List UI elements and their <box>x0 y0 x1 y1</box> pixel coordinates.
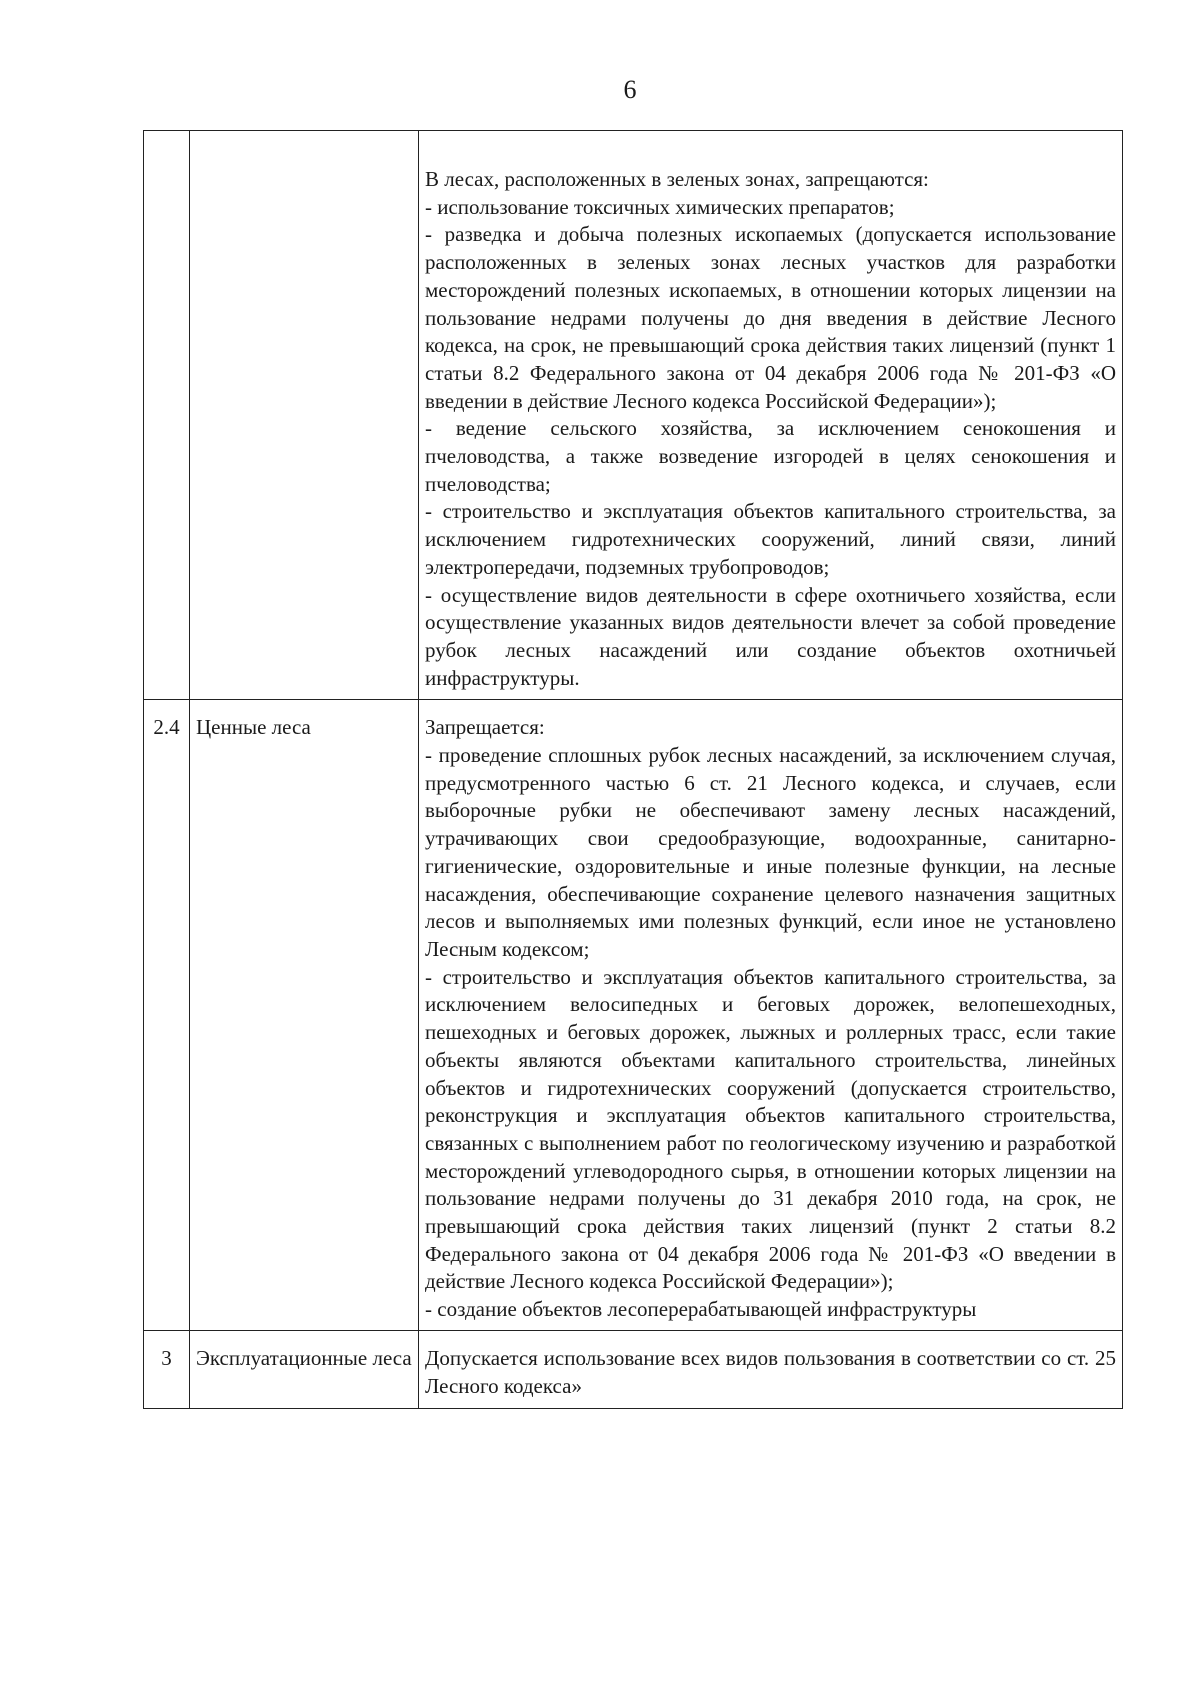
forest-category-cell <box>190 131 419 700</box>
restrictions-cell <box>419 1330 1123 1408</box>
restrictions-paragraph: В лесах, расположенных в зеленых зонах, запрещаются: <box>425 167 929 191</box>
table-row <box>144 1330 1123 1408</box>
table-row <box>144 700 1123 1330</box>
row-number-cell: 2.4 <box>144 700 190 1330</box>
forest-category-cell: Ценные леса <box>190 700 419 1330</box>
restrictions-paragraph: Допускается использование всех видов пользования в соответствии со ст. 25 Лесного кодекса» <box>425 1345 1116 1398</box>
restrictions-paragraph: - строительство и эксплуатация объектов капитального строительства, за исключением гидротехнических сооружений, линий связи, линий электропередачи, подземных трубопроводов; <box>425 499 1116 579</box>
restrictions-cell <box>419 700 1123 1330</box>
restrictions-paragraph: - разведка и добыча полезных ископаемых (допускается использование расположенных в зеленых зонах лесных участков для разработки месторождений полезных ископаемых, в отношении которых лицензии на пользование недрами получены до дня введения в действие Лесного кодекса, на срок, не превышающий срока действия таких лицензий (пункт 1 статьи 8.2 Федерального закона от 04 декабря 2006 года № 201-ФЗ «О введении в действие Лесного кодекса Российской Федерации»); <box>425 222 1116 413</box>
restrictions-paragraph: - проведение сплошных рубок лесных насаждений, за исключением случая, предусмотренного частью 6 ст. 21 Лесного кодекса, и случаев, если выборочные рубки не обеспечивают замену лесных насаждений, утрачивающих свои средообразующие, водоохранные, санитарно-гигиенические, оздоровительные и иные полезные функции, на лесные насаждения, обеспечивающие сохранение целевого назначения защитных лесов и выполняемых ими полезных функций, если иное не установлено Лесным кодексом; <box>425 743 1116 961</box>
restrictions-paragraph: - создание объектов лесоперерабатывающей инфраструктуры <box>425 1297 977 1322</box>
row-number-cell: 3 <box>144 1330 190 1408</box>
row-number-cell <box>144 131 190 700</box>
restrictions-paragraph: - строительство и эксплуатация объектов капитального строительства, за исключением велосипедных и беговых дорожек, велопешеходных, пешеходных и беговых дорожек, лыжных и роллерных трасс, если такие объекты являются объектами капитального строительства, линейных объектов и гидротехнических сооружений (допускается строительство, реконструкция и эксплуатация объектов капитального строительства, связанных с выполнением работ по геологическому изучению и разработкой месторождений углеводородного сырья, в отношении которых лицензии на пользование недрами получены до 31 декабря 2010 года, на срок, не превышающий срока действия таких лицензий (пункт 2 статьи 8.2 Федерального закона от 04 декабря 2006 года № 201-ФЗ «О введении в действие Лесного кодекса Российской Федерации»); <box>425 964 1116 1294</box>
restrictions-paragraph: Запрещается: <box>425 715 545 740</box>
restrictions-cell <box>419 131 1123 700</box>
restrictions-paragraph: - осуществление видов деятельности в сфере охотничьего хозяйства, если осуществление указанных видов деятельности влечет за собой проведение рубок лесных насаждений или создание объектов охотничьей инфраструктуры. <box>425 582 1116 690</box>
table-row <box>144 131 1123 700</box>
forest-regulations-table <box>143 130 1123 1409</box>
page-number: 6 <box>623 75 637 104</box>
forest-category-cell: Эксплуатационные леса <box>190 1330 419 1408</box>
restrictions-paragraph: - использование токсичных химических препаратов; <box>425 194 895 219</box>
restrictions-paragraph: - ведение сельского хозяйства, за исключением сенокошения и пчеловодства, а также возведение изгородей в целях сенокошения и пчеловодства; <box>425 416 1116 496</box>
